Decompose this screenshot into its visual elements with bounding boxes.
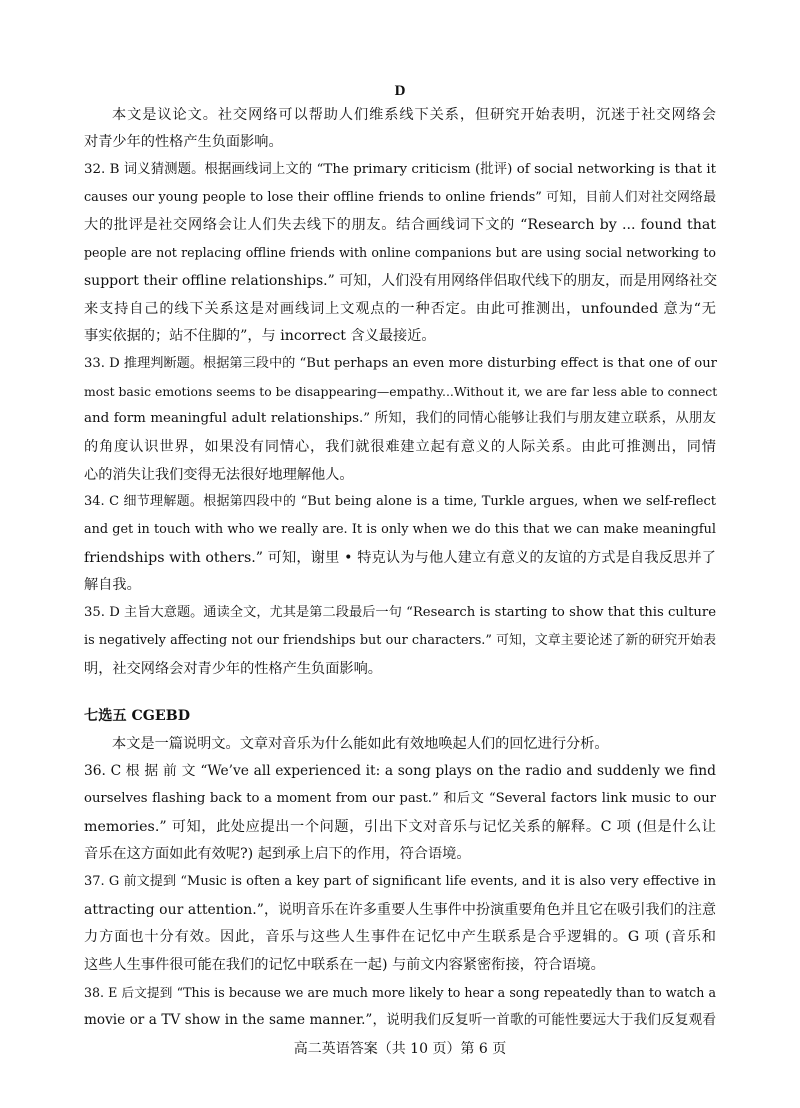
answer-32: people are not replacing offline friends with online companions but are using social networking to: [84, 245, 716, 260]
answer-37: 力方面也十分有效。因此，音乐与这些人生事件在记忆中产生联系是合乎逻辑的。G 项 (音乐和: [84, 929, 716, 945]
answer-32: 大的批评是社交网络会让人们失去线下的朋友。结合画线词下文的 “Research by ... found that: [84, 217, 716, 233]
answer-33: and form meaningful adult relationships.” 所知，我们的同情心能够让我们与朋友建立联系，从朋友: [84, 411, 716, 426]
answer-32: 事实依据的；站不住脚的”，与 incorrect 含义最接近。: [84, 328, 436, 344]
answer-35: 明，社交网络会对青少年的性格产生负面影响。: [84, 661, 382, 677]
answer-38: movie or a TV show in the same manner.”，说明我们反复听一首歌的可能性要远大于我们反复观看: [84, 1012, 716, 1028]
answer-36: 36. C 根 据 前 文 “We’ve all experienced it: a song plays on the radio and suddenly we find: [84, 763, 716, 779]
page-footer: 高二英语答案（共 10 页）第 6 页: [293, 1041, 507, 1057]
answer-34: 解自我。: [84, 577, 141, 593]
answer-32: 来支持自己的线下关系这是对画线词上文观点的一种否定。由此可推测出，unfounded 意为“无: [84, 301, 716, 317]
answer-36: memories.” 可知，此处应提出一个问题，引出下文对音乐与记忆关系的解释。C 项 (但是什么让: [84, 819, 716, 835]
section-heading: D: [394, 83, 406, 99]
passage-summary: 本文是议论文。社交网络可以帮助人们维系线下关系，但研究开始表明，沉迷于社交网络会: [112, 107, 716, 123]
answer-33: most basic emotions seems to be disappearing—empathy...Without it, we are far less able to connect: [84, 384, 718, 399]
seven-choose-five-title: 七选五 CGEBD: [84, 708, 191, 724]
answer-32: support their offline relationships.” 可知，人们没有用网络伴侣取代线下的朋友，而是用网络社交: [84, 273, 718, 289]
answer-32: causes our young people to lose their offline friends to online friends” 可知，目前人们对社交网络最: [84, 190, 716, 205]
answer-34: friendships with others.” 可知，谢里 • 特克认为与他人建立有意义的友谊的方式是自我反思并了: [84, 550, 716, 566]
answer-36: 音乐在这方面如此有效呢?) 起到承上启下的作用，符合语境。: [84, 846, 471, 862]
passage-summary: 对青少年的性格产生负面影响。: [84, 134, 283, 150]
answer-37: 37. G 前文提到 “Music is often a key part of significant life events, and it is also very effective in: [84, 874, 716, 889]
answer-33: 的角度认识世界，如果没有同情心，我们就很难建立起有意义的人际关系。由此可推测出，同情: [84, 439, 716, 455]
answer-33: 心的消失让我们变得无法很好地理解他人。: [84, 467, 354, 483]
answer-37: 这些人生事件很可能在我们的记忆中联系在一起) 与前文内容紧密衔接，符合语境。: [84, 957, 605, 973]
answer-38: 38. E 后文提到 “This is because we are much more likely to hear a song repeatedly than to watch a: [84, 985, 716, 1000]
answer-37: attracting our attention.”，说明音乐在许多重要人生事件中扮演重要角色并且它在吸引我们的注意: [84, 902, 716, 918]
answer-36: ourselves flashing back to a moment from our past.” 和后文 “Several factors link music to our: [84, 791, 716, 806]
passage-summary: 本文是一篇说明文。文章对音乐为什么能如此有效地唤起人们的回忆进行分析。: [112, 736, 609, 752]
answer-35: is negatively affecting not our friendships but our characters.” 可知，文章主要论述了新的研究开始表: [84, 633, 716, 648]
answer-34: and get in touch with who we really are. It is only when we do this that we can make meaningful: [84, 522, 716, 537]
answer-34: 34. C 细节理解题。根据第四段中的 “But being alone is a time, Turkle argues, when we self-reflect: [84, 494, 716, 509]
answer-32: 32. B 词义猜测题。根据画线词上文的 “The primary criticism (批评) of social networking is that it: [84, 162, 716, 177]
answer-35: 35. D 主旨大意题。通读全文，尤其是第二段最后一句 “Research is starting to show that this culture: [84, 605, 716, 620]
answer-33: 33. D 推理判断题。根据第三段中的 “But perhaps an even more disturbing effect is that one of our: [84, 356, 717, 371]
